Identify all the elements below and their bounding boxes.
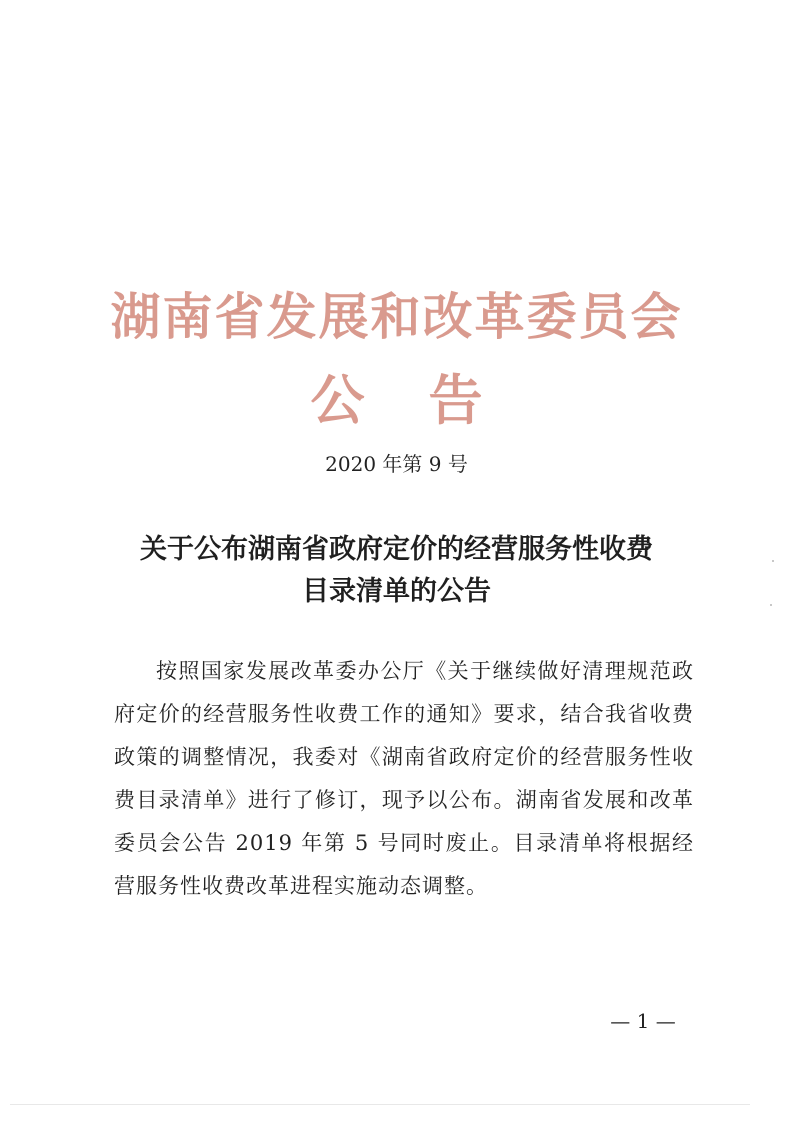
document-title-line-2: 目录清单的公告	[302, 576, 491, 607]
page-number: — 1 —	[610, 1009, 676, 1033]
scan-edge-line	[10, 1104, 750, 1105]
issuer-name: 湖南省发展和改革委员会	[110, 288, 683, 346]
document-title-line-1: 关于公布湖南省政府定价的经营服务性收费	[140, 534, 653, 565]
document-type: 公告	[310, 369, 547, 432]
body-paragraph: 按照国家发展改革委办公厅《关于继续做好清理规范政府定价的经营服务性收费工作的通知》要求，结合我省收费政策的调整情况，我委对《湖南省政府定价的经营服务性收费目录清单》进行了修订，现予以公布。湖南省发展和改革委员会公告 2019 年第 5 号同时废止。目录清单将根据经营服务性收费改革进程实施动态调整。	[114, 659, 694, 898]
scan-speck	[770, 604, 772, 606]
scan-speck	[772, 560, 774, 562]
document-number: 2020 年第 9 号	[325, 452, 468, 476]
